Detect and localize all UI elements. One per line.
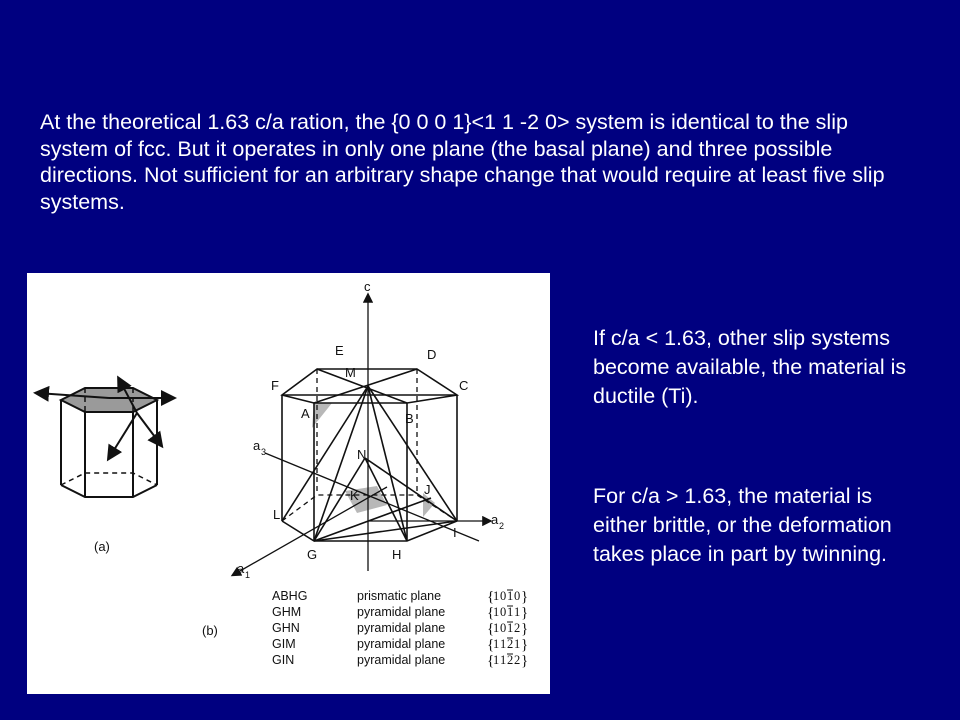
- axis-c-label: c: [364, 279, 371, 294]
- plane-type: pyramidal plane: [357, 637, 446, 651]
- miller-index-i: 2: [507, 637, 514, 651]
- panel-b-prism: [282, 369, 457, 541]
- miller-index-k: 1: [500, 637, 507, 651]
- miller-brace-open: {: [487, 621, 495, 637]
- point-label-C: C: [459, 378, 469, 393]
- axis-a3-label: a: [253, 438, 261, 453]
- axis-a2-label: a: [491, 512, 499, 527]
- miller-index-k: 0: [500, 621, 507, 635]
- miller-index-i: 1: [507, 589, 514, 603]
- plane-points: GIM: [272, 637, 296, 651]
- plane-type: pyramidal plane: [357, 653, 446, 667]
- miller-brace-close: }: [521, 621, 529, 637]
- ductility-paragraph: If c/a < 1.63, other slip systems become available, the material is ductile (Ti).: [593, 326, 907, 408]
- miller-index-i: 1: [507, 605, 514, 619]
- plane-row: [272, 605, 528, 621]
- shaded-plane-left: [312, 403, 332, 428]
- miller-index-i: 2: [507, 653, 514, 667]
- point-label-G: G: [307, 547, 318, 562]
- panel-a-basal-plane: [61, 388, 157, 412]
- intro-paragraph: At the theoretical 1.63 c/a ration, the {0 0 0 1}<1 1 -2 0> system is identical to the slip system of fcc. But it operates in only one plane (the basal plane) and three possible directions. Not sufficient for an arbitrary shape change that would require at least five slip systems.: [40, 110, 885, 214]
- point-label-F: F: [271, 378, 279, 393]
- axis-a1-label: a: [237, 561, 245, 576]
- point-label-L: L: [273, 507, 281, 522]
- plane-type: prismatic plane: [357, 589, 442, 603]
- brittleness-paragraph: For c/a > 1.63, the material is either brittle, or the deformation takes place in part by twinning.: [593, 484, 892, 566]
- miller-index-l: 1: [514, 605, 521, 619]
- plane-row: [272, 621, 528, 637]
- axis-a2-subscript: 2: [499, 521, 505, 531]
- plane-points: GIN: [272, 653, 295, 667]
- miller-brace-open: {: [487, 605, 495, 621]
- miller-index-h: 1: [493, 589, 500, 603]
- miller-index-h: 1: [493, 653, 500, 667]
- miller-index-k: 0: [500, 605, 507, 619]
- plane-row: [272, 589, 528, 605]
- plane-type: pyramidal plane: [357, 605, 446, 619]
- hcp-slip-planes-figure: [27, 273, 550, 694]
- miller-brace-close: }: [521, 637, 529, 653]
- miller-brace-open: {: [487, 589, 495, 605]
- point-label-E: E: [335, 343, 344, 358]
- plane-type: pyramidal plane: [357, 621, 446, 635]
- miller-brace-close: }: [521, 653, 529, 669]
- miller-index-h: 1: [493, 637, 500, 651]
- point-label-N: N: [357, 447, 367, 462]
- miller-index-l: 2: [514, 653, 521, 667]
- plane-points: ABHG: [272, 589, 308, 603]
- plane-points: GHM: [272, 605, 302, 619]
- miller-brace-open: {: [487, 637, 495, 653]
- panel-b-axes: [233, 295, 490, 575]
- point-label-I: I: [453, 525, 457, 540]
- miller-index-h: 1: [493, 621, 500, 635]
- caption-b: (b): [202, 623, 218, 638]
- axis-a1-subscript: 1: [245, 570, 251, 580]
- point-label-D: D: [427, 347, 437, 362]
- point-label-A: A: [301, 406, 310, 421]
- miller-brace-close: }: [521, 605, 529, 621]
- plane-row: [272, 653, 528, 669]
- plane-table: [272, 589, 528, 669]
- point-label-J: J: [424, 482, 431, 497]
- miller-index-i: 1: [507, 621, 514, 635]
- miller-index-l: 2: [514, 621, 521, 635]
- point-label-B: B: [405, 411, 414, 426]
- plane-row: [272, 637, 528, 653]
- point-label-K: K: [350, 488, 359, 503]
- miller-index-k: 0: [500, 589, 507, 603]
- caption-a: (a): [94, 539, 110, 554]
- miller-brace-close: }: [521, 589, 529, 605]
- miller-index-l: 0: [514, 589, 521, 603]
- plane-points: GHN: [272, 621, 300, 635]
- axis-a3-subscript: 3: [261, 447, 267, 457]
- hcp-diagram: [27, 273, 550, 694]
- miller-index-l: 1: [514, 637, 521, 651]
- miller-brace-open: {: [487, 653, 495, 669]
- miller-index-k: 1: [500, 653, 507, 667]
- point-label-M: M: [345, 365, 356, 380]
- miller-index-h: 1: [493, 605, 500, 619]
- point-label-H: H: [392, 547, 402, 562]
- panel-a-prism: [37, 379, 173, 497]
